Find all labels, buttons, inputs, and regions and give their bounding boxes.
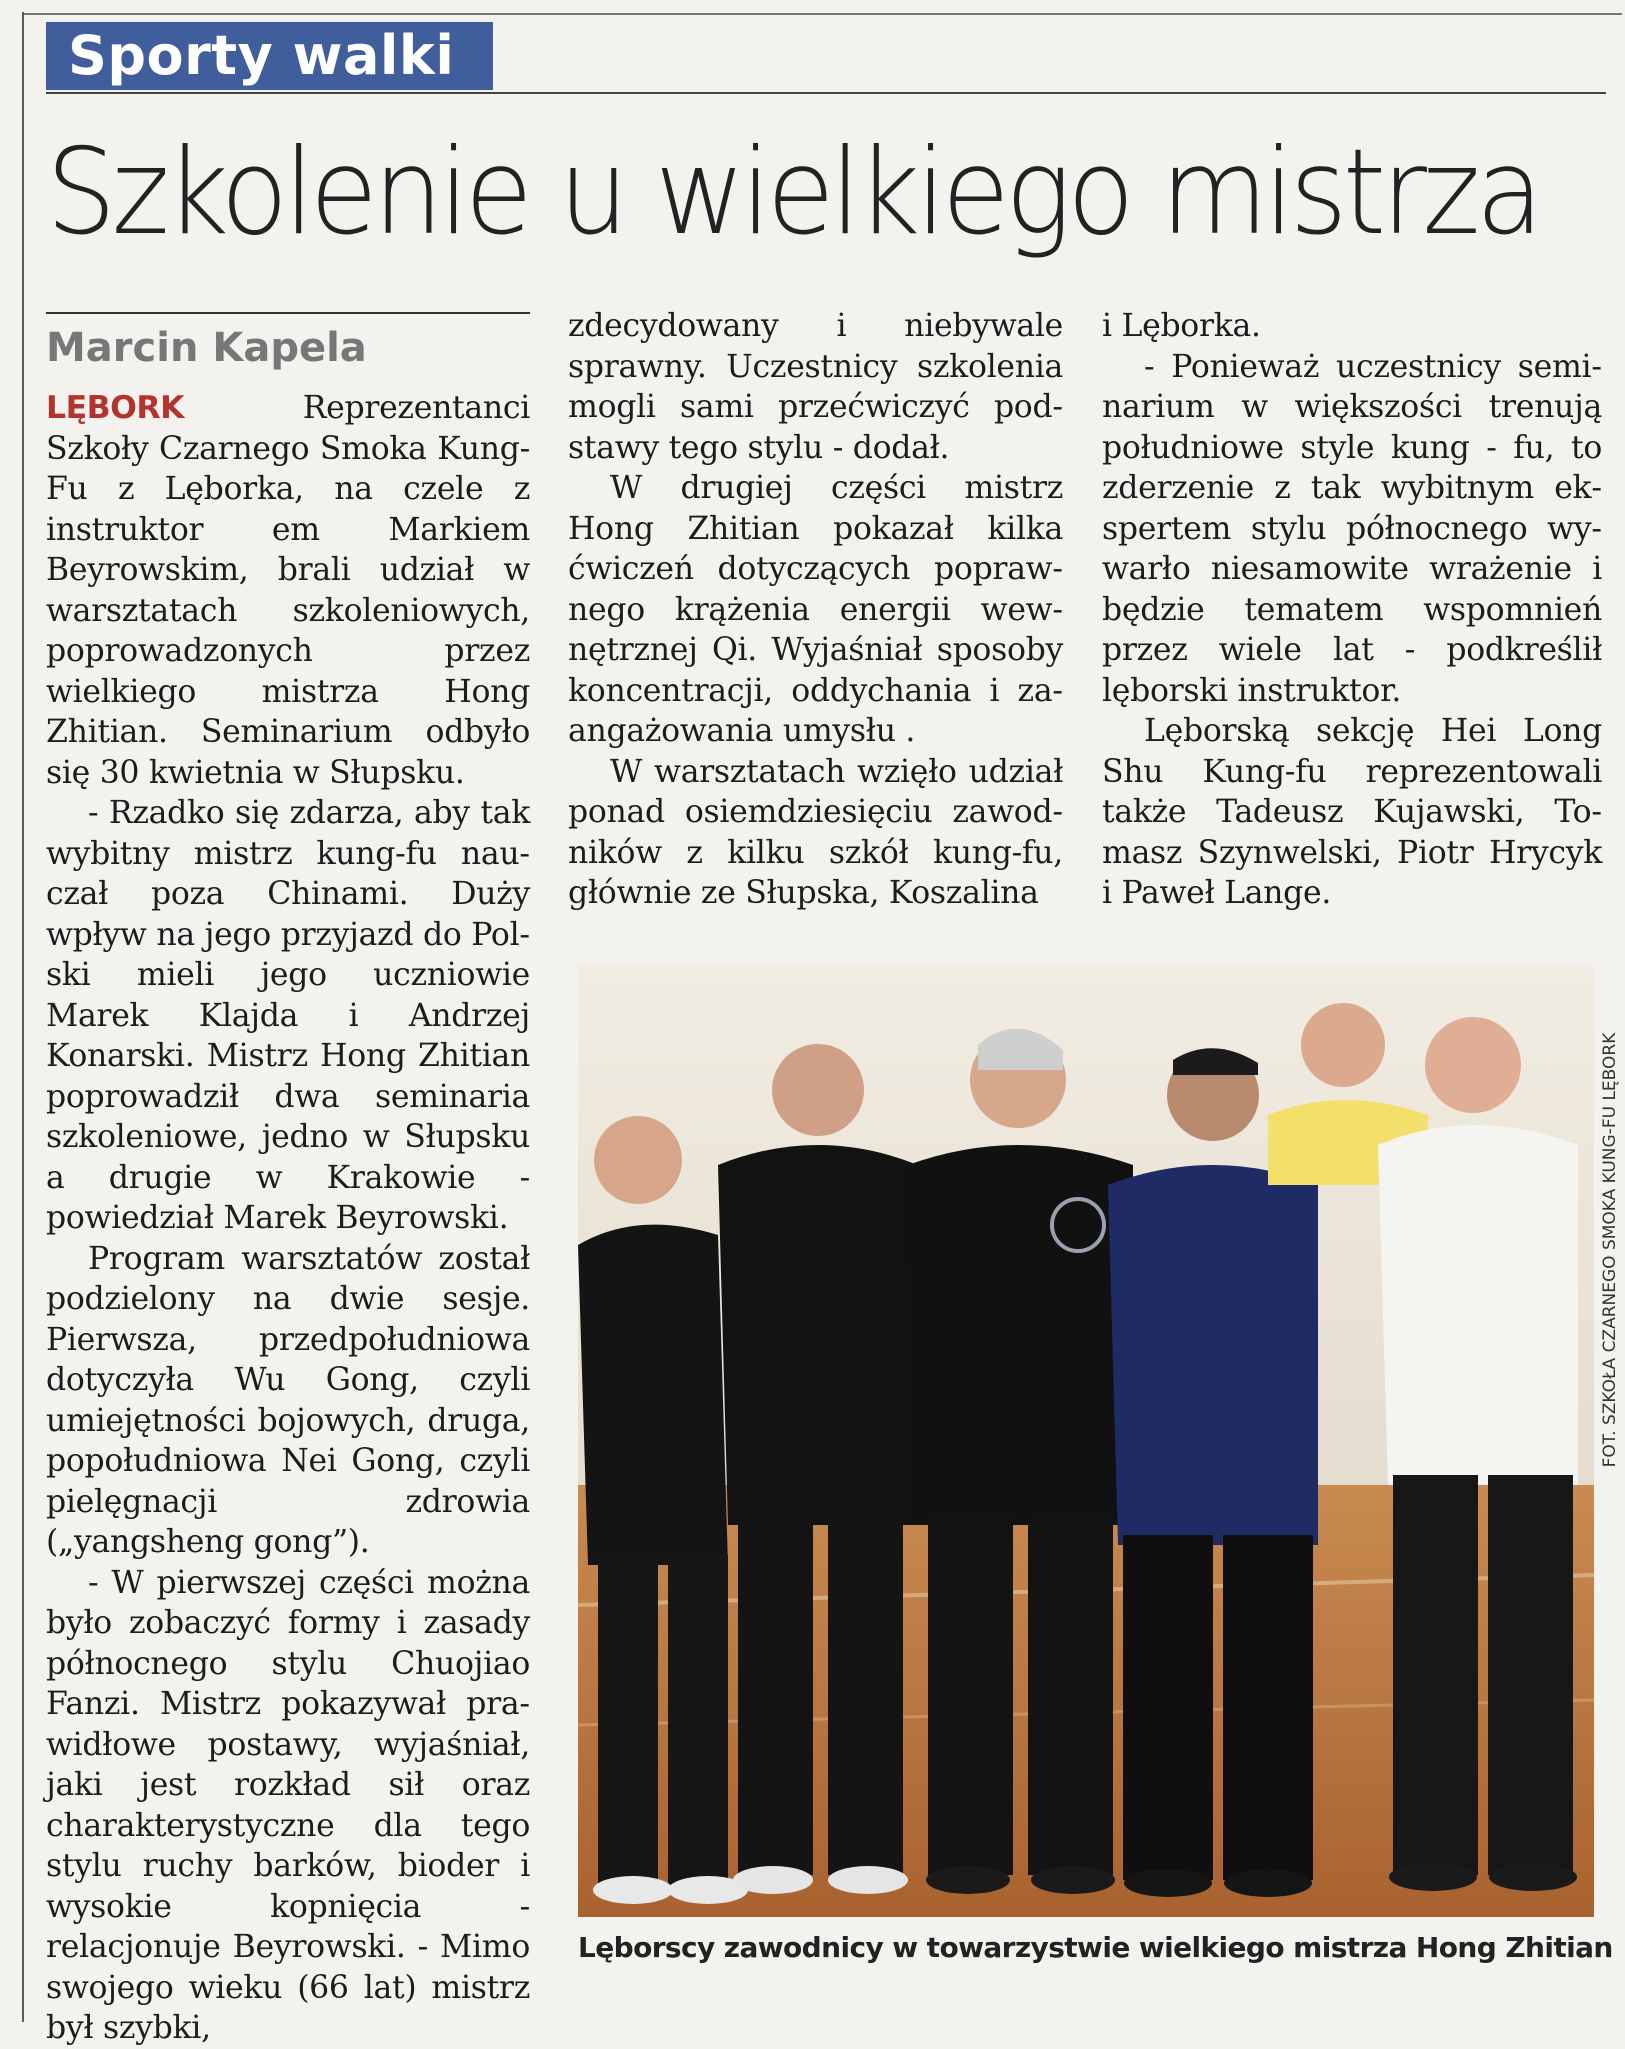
byline: Marcin Kapela <box>46 325 367 371</box>
paragraph: i Lęborka. <box>1102 308 1261 344</box>
paragraph: Program warsztatów został podzielony na dwie sesje. Pierwsza, przedpołudniowa dotyczyła Wu Gong, czyli umiejętności bojowych, druga, popołudniowa Nei Gong, czyli pielęgnacji zdrowia („yangsheng gong”). <box>46 1240 530 1560</box>
paragraph: W warsztatach wzięło udział ponad osiemdziesięciu zawodników z kilku szkół kung-fu, głównie ze Słupska, Koszalina <box>568 753 1063 911</box>
left-rule <box>22 12 24 2022</box>
photo-credit-text: FOT. SZKOŁA CZARNEGO SMOKA KUNG-FU LĘBORK <box>1600 1032 1620 1468</box>
paragraph: Lęborską sekcję Hei Long Shu Kung-fu reprezentowali także Tadeusz Kujawski, Tomasz Szynwelski, Piotr Hrycyk i Paweł Lange. <box>1102 713 1602 911</box>
paragraph: - Rzadko się zdarza, aby tak wybitny mistrz kung-fu nauczał poza Chinami. Duży wpływ na jego przyjazd do Polski mieli jego uczniowie Marek Klajda i Andrzej Konarski. Mistrz Hong Zhitian poprowadził dwa seminaria szkoleniowe, jedno w Słupsku a drugie w Krakowie - powiedział Marek Beyrowski. <box>46 795 530 1236</box>
paragraph: W drugiej części mistrz Hong Zhitian pokazał kilka ćwiczeń dotyczących poprawnego krążenia energii wewnętrznej Qi. Wyjaśniał sposoby koncentracji, oddychania i zaangażowania umysłu . <box>568 470 1063 749</box>
article-column-3 <box>1102 306 1602 914</box>
section-rule <box>46 92 1606 94</box>
paragraph-text: Reprezentanci Szkoły Czarnego Smoka Kung-Fu z Lęborka, na czele z instruktor em Markiem Beyrowskim, brali udział w warsztatach szkoleniowych, poprowadzonych przez wielkiego mistrza Hong Zhitian. Seminarium odbyło się 30 kwietnia w Słupsku. <box>46 390 530 791</box>
article-column-2 <box>568 306 1063 914</box>
paragraph: - W pierwszej części można było zobaczyć formy i zasady północnego stylu Chuojiao Fanzi. Mistrz pokazywał prawidłowe postawy, wyjaśniał, jaki jest rozkład sił oraz charakterystyczne dla tego stylu ruchy barków, bioder i wysokie kopnięcia - relacjonuje Beyrowski. - Mimo swojego wieku (66 lat) mistrz był szybki, <box>46 1564 530 2046</box>
paragraph: - Ponieważ uczestnicy seminarium w większości trenują południowe style kung - fu, to zderzenie z tak wybitnym ekspertem stylu północnego wywarło niesamowite wrażenie i będzie tematem wspomnień przez wiele lat - podkreślił lęborski instruktor. <box>1102 348 1602 709</box>
top-rule <box>22 13 1622 15</box>
dateline: LĘBORK <box>46 390 185 426</box>
photo-caption: Lęborscy zawodnicy w towarzystwie wielkiego mistrza Hong Zhitian <box>578 1931 1613 1964</box>
paragraph: zdecydowany i niebywale sprawny. Uczestnicy szkolenia mogli sami przećwiczyć podstawy tego stylu - dodał. <box>568 308 1063 466</box>
section-tag: Sporty walki <box>46 22 493 90</box>
paragraph <box>46 388 530 793</box>
person-6 <box>1378 1017 1578 1891</box>
headline: Szkolenie u wielkiego mistrza <box>46 124 1539 262</box>
group-photo <box>578 965 1594 1917</box>
article-column-1 <box>46 388 530 2049</box>
group-photo-illustration <box>578 965 1594 1917</box>
byline-rule <box>46 312 530 314</box>
